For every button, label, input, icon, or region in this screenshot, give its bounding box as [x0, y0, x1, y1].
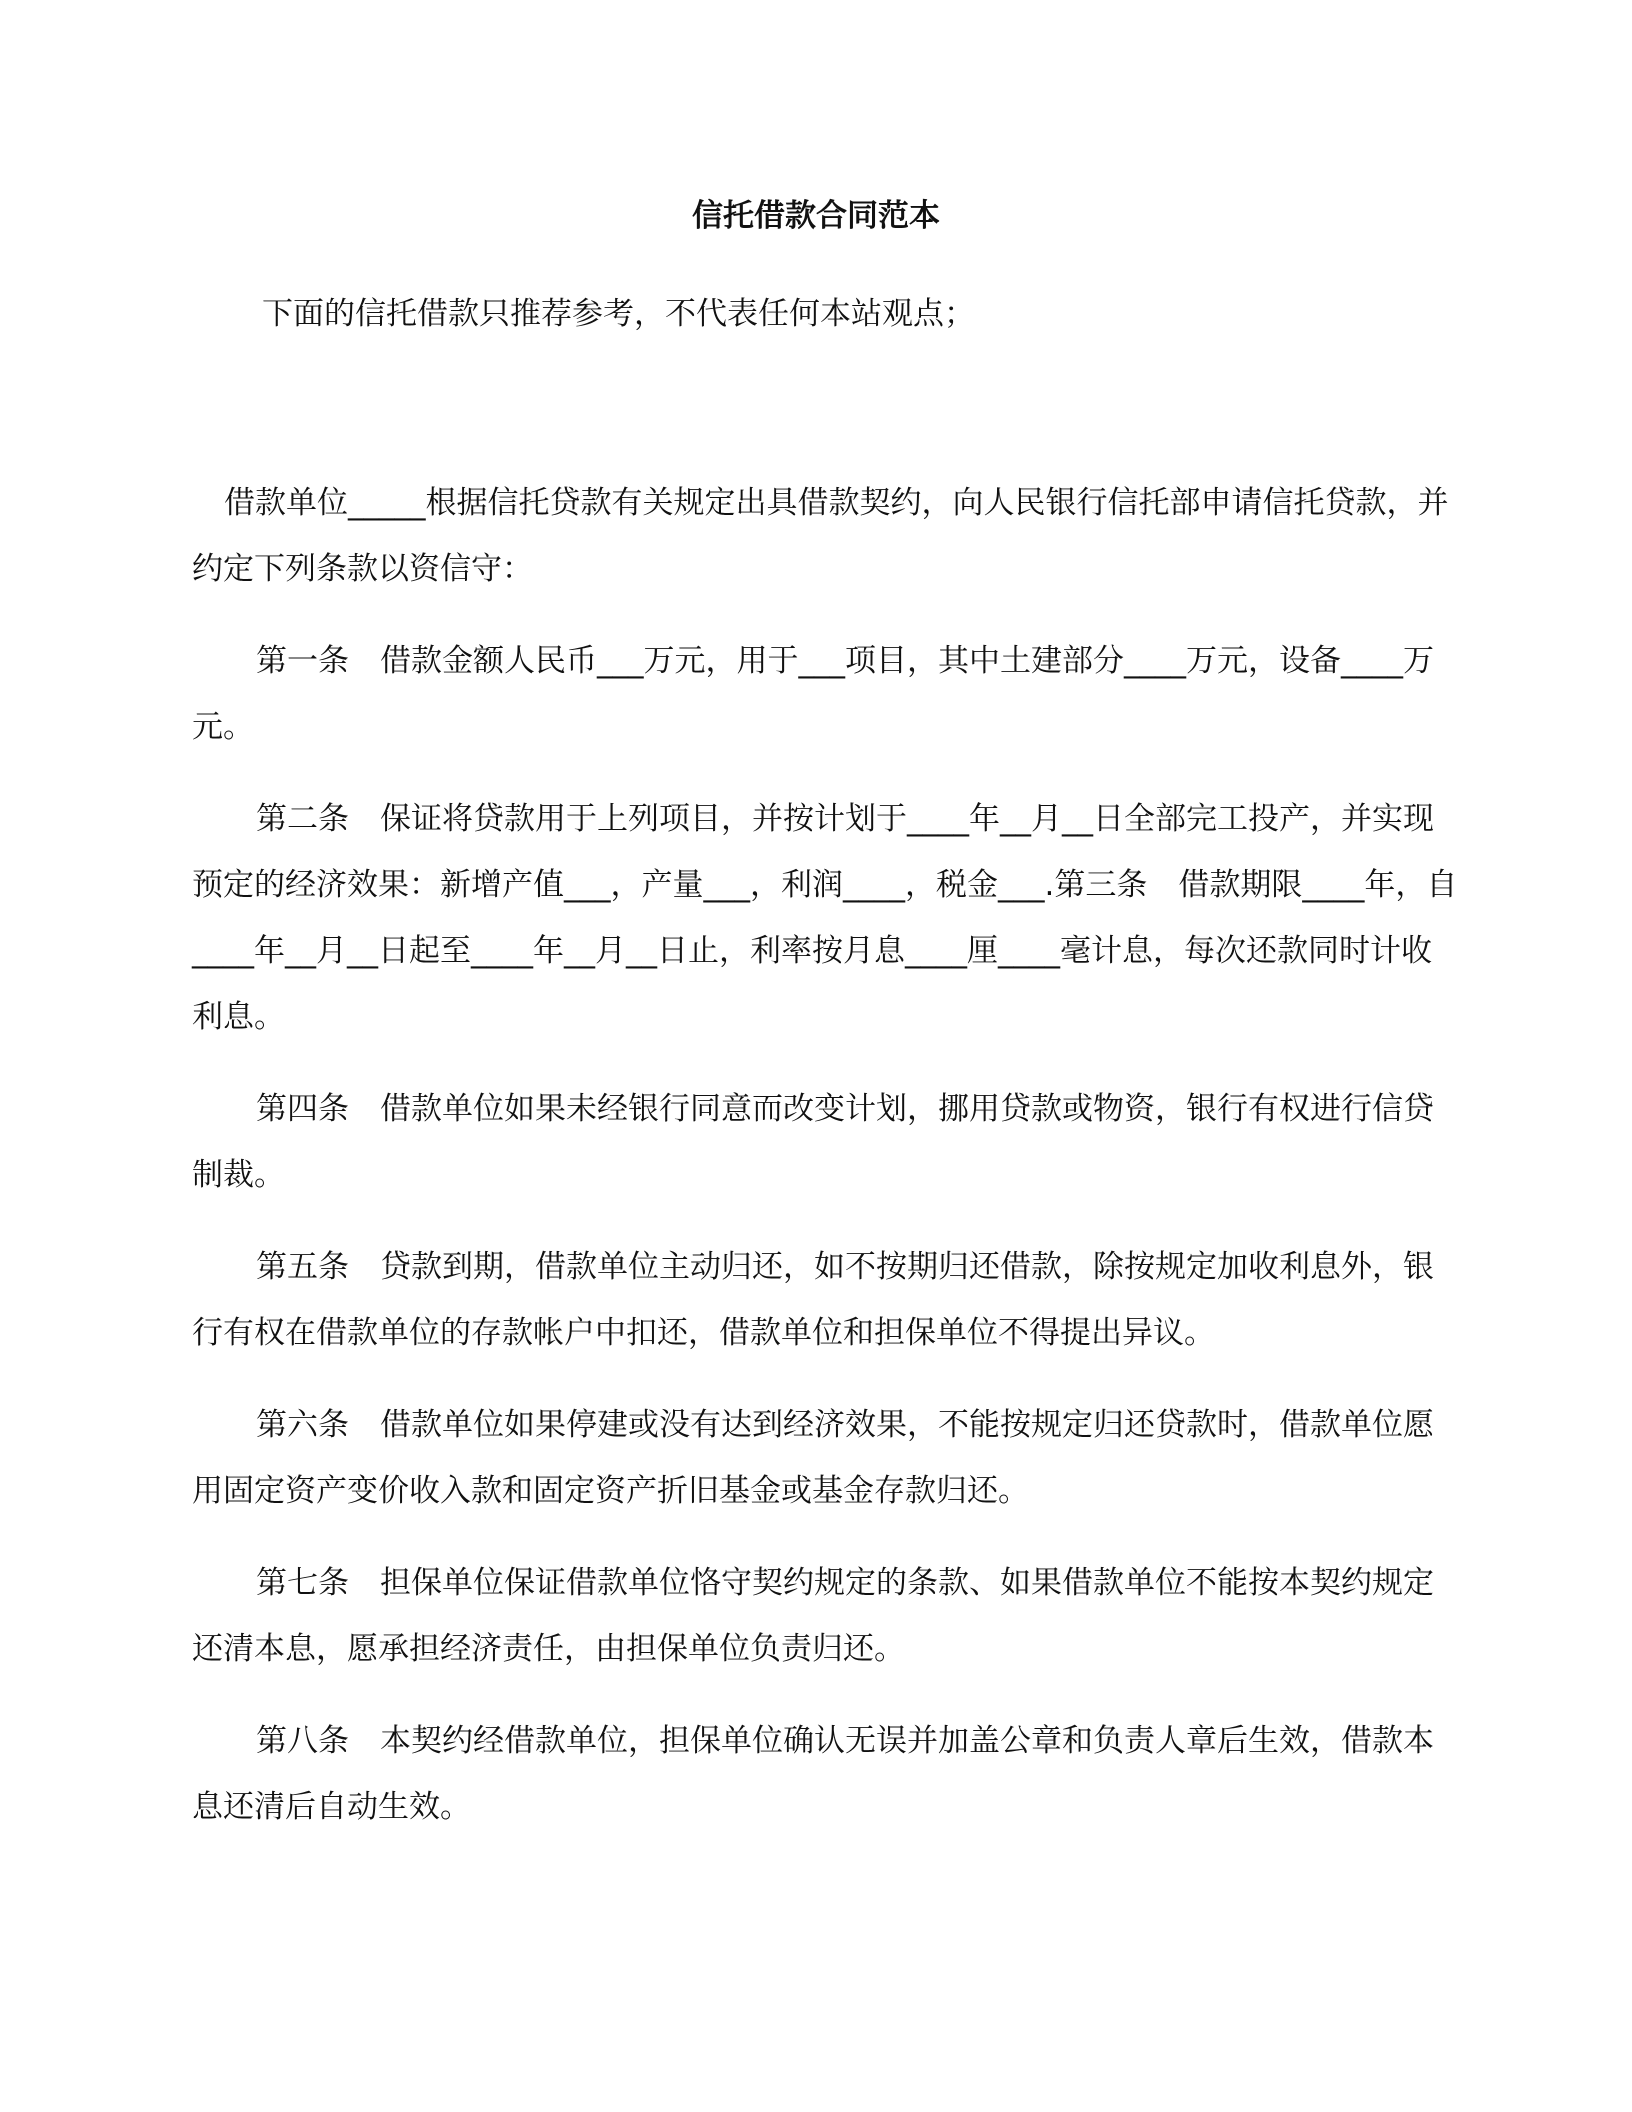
- contract-body: [192, 470, 1460, 1866]
- article-1: 第一条 借款金额人民币___万元，用于___项目，其中土建部分____万元，设备____万元。: [192, 643, 1434, 745]
- intro-note: 下面的信托借款只推荐参考，不代表任何本站观点；: [262, 296, 975, 332]
- article-2-3: 第二条 保证将贷款用于上列项目，并按计划于____年__月__日全部完工投产，并实现预定的经济效果：新增产值___，产量___，利润____，税金___.第三条 借款期限____年，自____年__月__日起至____年__月__日止，利率按月息____厘____毫计息，每次还款同时计收利息。: [192, 801, 1458, 1035]
- article-6: 第六条 借款单位如果停建或没有达到经济效果，不能按规定归还贷款时，借款单位愿用固定资产变价收入款和固定资产折旧基金或基金存款归还。: [192, 1407, 1434, 1509]
- article-8: 第八条 本契约经借款单位，担保单位确认无误并加盖公章和负责人章后生效，借款本息还清后自动生效。: [192, 1723, 1434, 1825]
- article-5: 第五条 贷款到期，借款单位主动归还，如不按期归还借款，除按规定加收利息外，银行有权在借款单位的存款帐户中扣还，借款单位和担保单位不得提出异议。: [192, 1249, 1434, 1351]
- preamble-paragraph: 借款单位_____根据信托贷款有关规定出具借款契约，向人民银行信托部申请信托贷款，并约定下列条款以资信守：: [192, 485, 1449, 587]
- document-title: 信托借款合同范本: [692, 198, 940, 234]
- article-4: 第四条 借款单位如果未经银行同意而改变计划，挪用贷款或物资，银行有权进行信贷制裁。: [192, 1091, 1434, 1193]
- article-7: 第七条 担保单位保证借款单位恪守契约规定的条款、如果借款单位不能按本契约规定还清本息，愿承担经济责任，由担保单位负责归还。: [192, 1565, 1434, 1667]
